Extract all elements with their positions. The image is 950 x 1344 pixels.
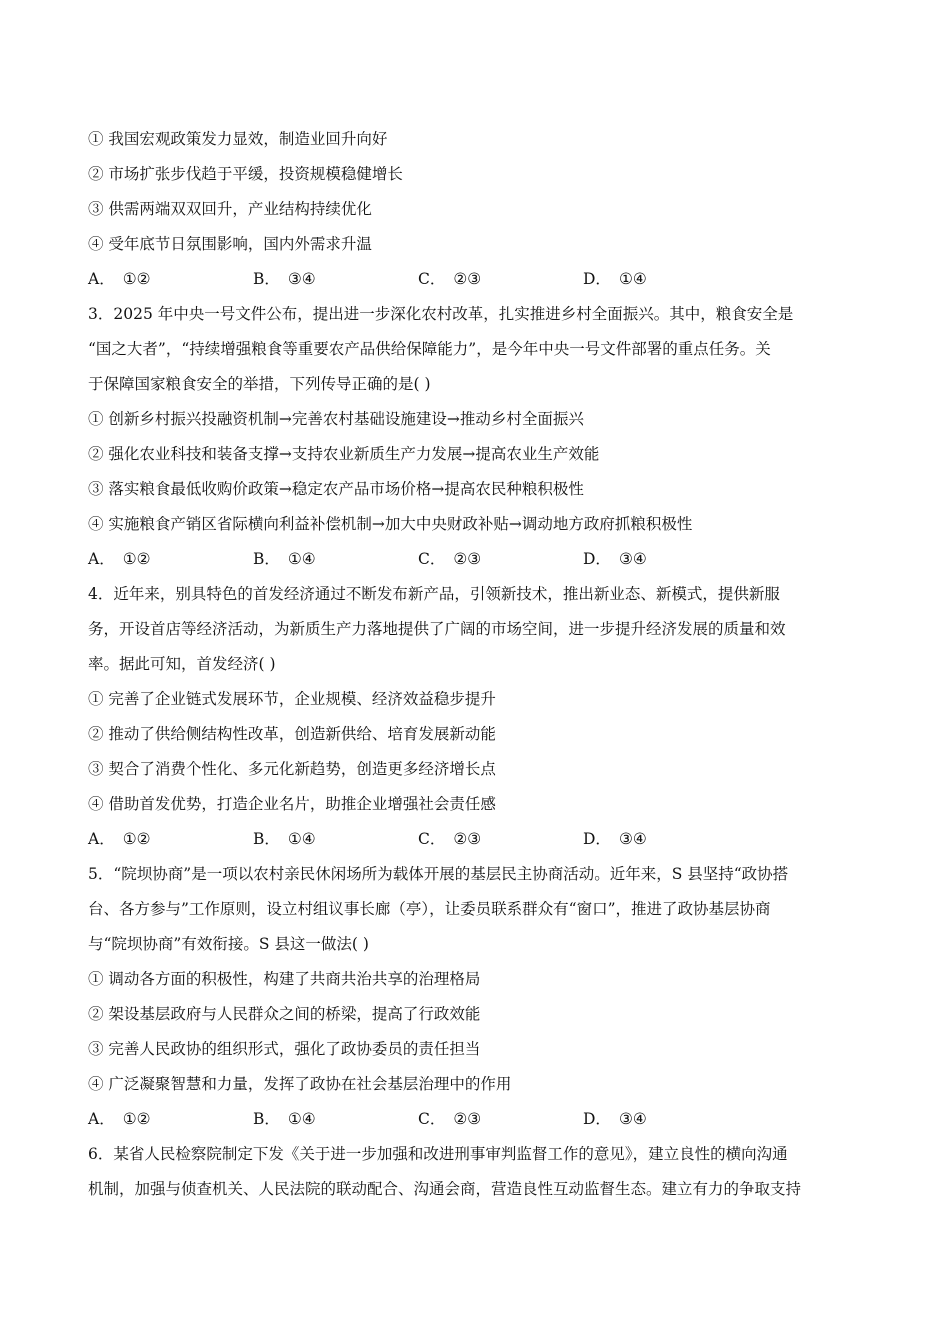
option-letter: B． bbox=[253, 550, 280, 568]
text-line: ② 架设基层政府与人民群众之间的桥梁，提高了行政效能 bbox=[88, 1005, 481, 1023]
option-text: ①④ bbox=[287, 830, 316, 848]
option-text: ②③ bbox=[453, 830, 482, 848]
option-text: ①④ bbox=[287, 550, 316, 568]
option-letter: D． bbox=[583, 270, 611, 288]
text-line: ④ 实施粮食产销区省际横向利益补偿机制→加大中央财政补贴→调动地方政府抓粮积极性 bbox=[88, 515, 693, 533]
answer-option bbox=[583, 828, 647, 850]
text-line: ① 调动各方面的积极性，构建了共商共治共享的治理格局 bbox=[88, 970, 481, 988]
answer-option bbox=[88, 548, 151, 570]
option-letter: B． bbox=[253, 830, 280, 848]
option-letter: D． bbox=[583, 1110, 611, 1128]
text-line: 4．近年来，别具特色的首发经济通过不断发布新产品，引领新技术，推出新业态、新模式，提供新服 bbox=[88, 585, 780, 603]
option-text: ②③ bbox=[453, 270, 482, 288]
text-line: ② 强化农业科技和装备支撑→支持农业新质生产力发展→提高农业生产效能 bbox=[88, 445, 600, 463]
answer-option bbox=[253, 268, 316, 290]
text-line: 与“院坝协商”有效衔接。S 县这一做法( ) bbox=[88, 935, 369, 953]
text-line: ④ 广泛凝聚智慧和力量，发挥了政协在社会基层治理中的作用 bbox=[88, 1075, 512, 1093]
answer-option bbox=[418, 268, 481, 290]
text-line: 机制，加强与侦查机关、人民法院的联动配合、沟通会商，营造良性互动监督生态。建立有力的争取支持 bbox=[88, 1180, 802, 1198]
option-letter: C． bbox=[418, 1110, 446, 1128]
text-line: 台、各方参与”工作原则，设立村组议事长廊（亭），让委员联系群众有“窗口”，推进了政协基层协商 bbox=[88, 900, 771, 918]
option-letter: A． bbox=[88, 550, 115, 568]
option-letter: C． bbox=[418, 830, 446, 848]
text-line: ② 市场扩张步伐趋于平缓，投资规模稳健增长 bbox=[88, 165, 403, 183]
text-line: 务，开设首店等经济活动，为新质生产力落地提供了广阔的市场空间，进一步提升经济发展的质量和效 bbox=[88, 620, 786, 638]
answer-option bbox=[88, 1108, 151, 1130]
text-line: ④ 受年底节日氛围影响，国内外需求升温 bbox=[88, 235, 372, 253]
text-line: ④ 借助首发优势，打造企业名片，助推企业增强社会责任感 bbox=[88, 795, 496, 813]
answer-options-row bbox=[88, 828, 868, 850]
option-letter: D． bbox=[583, 550, 611, 568]
text-line: “国之大者”，“持续增强粮食等重要农产品供给保障能力”，是今年中央一号文件部署的重点任务。关 bbox=[88, 340, 771, 358]
option-letter: B． bbox=[253, 1110, 280, 1128]
text-line: ② 推动了供给侧结构性改革，创造新供给、培育发展新动能 bbox=[88, 725, 496, 743]
option-text: ③④ bbox=[287, 270, 316, 288]
option-text: ②③ bbox=[453, 1110, 482, 1128]
option-text: ②③ bbox=[453, 550, 482, 568]
answer-options-row bbox=[88, 548, 868, 570]
text-line: ① 我国宏观政策发力显效，制造业回升向好 bbox=[88, 130, 388, 148]
option-text: ③④ bbox=[618, 1110, 647, 1128]
text-line: 率。据此可知，首发经济( ) bbox=[88, 655, 276, 673]
answer-option bbox=[418, 828, 481, 850]
answer-option bbox=[418, 548, 481, 570]
answer-options-row bbox=[88, 268, 868, 290]
option-letter: C． bbox=[418, 270, 446, 288]
option-text: ①② bbox=[122, 830, 151, 848]
text-line: 3．2025 年中央一号文件公布，提出进一步深化农村改革，扎实推进乡村全面振兴。其中，粮食安全是 bbox=[88, 305, 794, 323]
text-line: ① 创新乡村振兴投融资机制→完善农村基础设施建设→推动乡村全面振兴 bbox=[88, 410, 584, 428]
option-letter: C． bbox=[418, 550, 446, 568]
answer-option bbox=[88, 828, 151, 850]
text-line: 于保障国家粮食安全的举措，下列传导正确的是( ) bbox=[88, 375, 431, 393]
option-text: ①④ bbox=[287, 1110, 316, 1128]
answer-options-row bbox=[88, 1108, 868, 1130]
answer-option bbox=[253, 828, 316, 850]
option-text: ①② bbox=[122, 270, 151, 288]
option-letter: A． bbox=[88, 1110, 115, 1128]
option-letter: A． bbox=[88, 830, 115, 848]
answer-option bbox=[88, 268, 151, 290]
option-letter: B． bbox=[253, 270, 280, 288]
text-line: 5．“院坝协商”是一项以农村亲民休闲场所为载体开展的基层民主协商活动。近年来，S 县坚持“政协搭 bbox=[88, 865, 789, 883]
answer-option bbox=[253, 1108, 316, 1130]
text-line: ③ 契合了消费个性化、多元化新趋势，创造更多经济增长点 bbox=[88, 760, 496, 778]
option-letter: D． bbox=[583, 830, 611, 848]
option-text: ③④ bbox=[618, 550, 647, 568]
answer-option bbox=[583, 1108, 647, 1130]
answer-option bbox=[253, 548, 316, 570]
text-line: ① 完善了企业链式发展环节，企业规模、经济效益稳步提升 bbox=[88, 690, 496, 708]
text-line: 6．某省人民检察院制定下发《关于进一步加强和改进刑事审判监督工作的意见》，建立良性的横向沟通 bbox=[88, 1145, 788, 1163]
text-line: ③ 落实粮食最低收购价政策→稳定农产品市场价格→提高农民种粮积极性 bbox=[88, 480, 584, 498]
option-text: ①④ bbox=[618, 270, 647, 288]
option-text: ③④ bbox=[618, 830, 647, 848]
answer-option bbox=[583, 268, 647, 290]
option-letter: A． bbox=[88, 270, 115, 288]
option-text: ①② bbox=[122, 1110, 151, 1128]
text-line: ③ 供需两端双双回升，产业结构持续优化 bbox=[88, 200, 372, 218]
answer-option bbox=[583, 548, 647, 570]
answer-option bbox=[418, 1108, 481, 1130]
option-text: ①② bbox=[122, 550, 151, 568]
text-line: ③ 完善人民政协的组织形式，强化了政协委员的责任担当 bbox=[88, 1040, 481, 1058]
